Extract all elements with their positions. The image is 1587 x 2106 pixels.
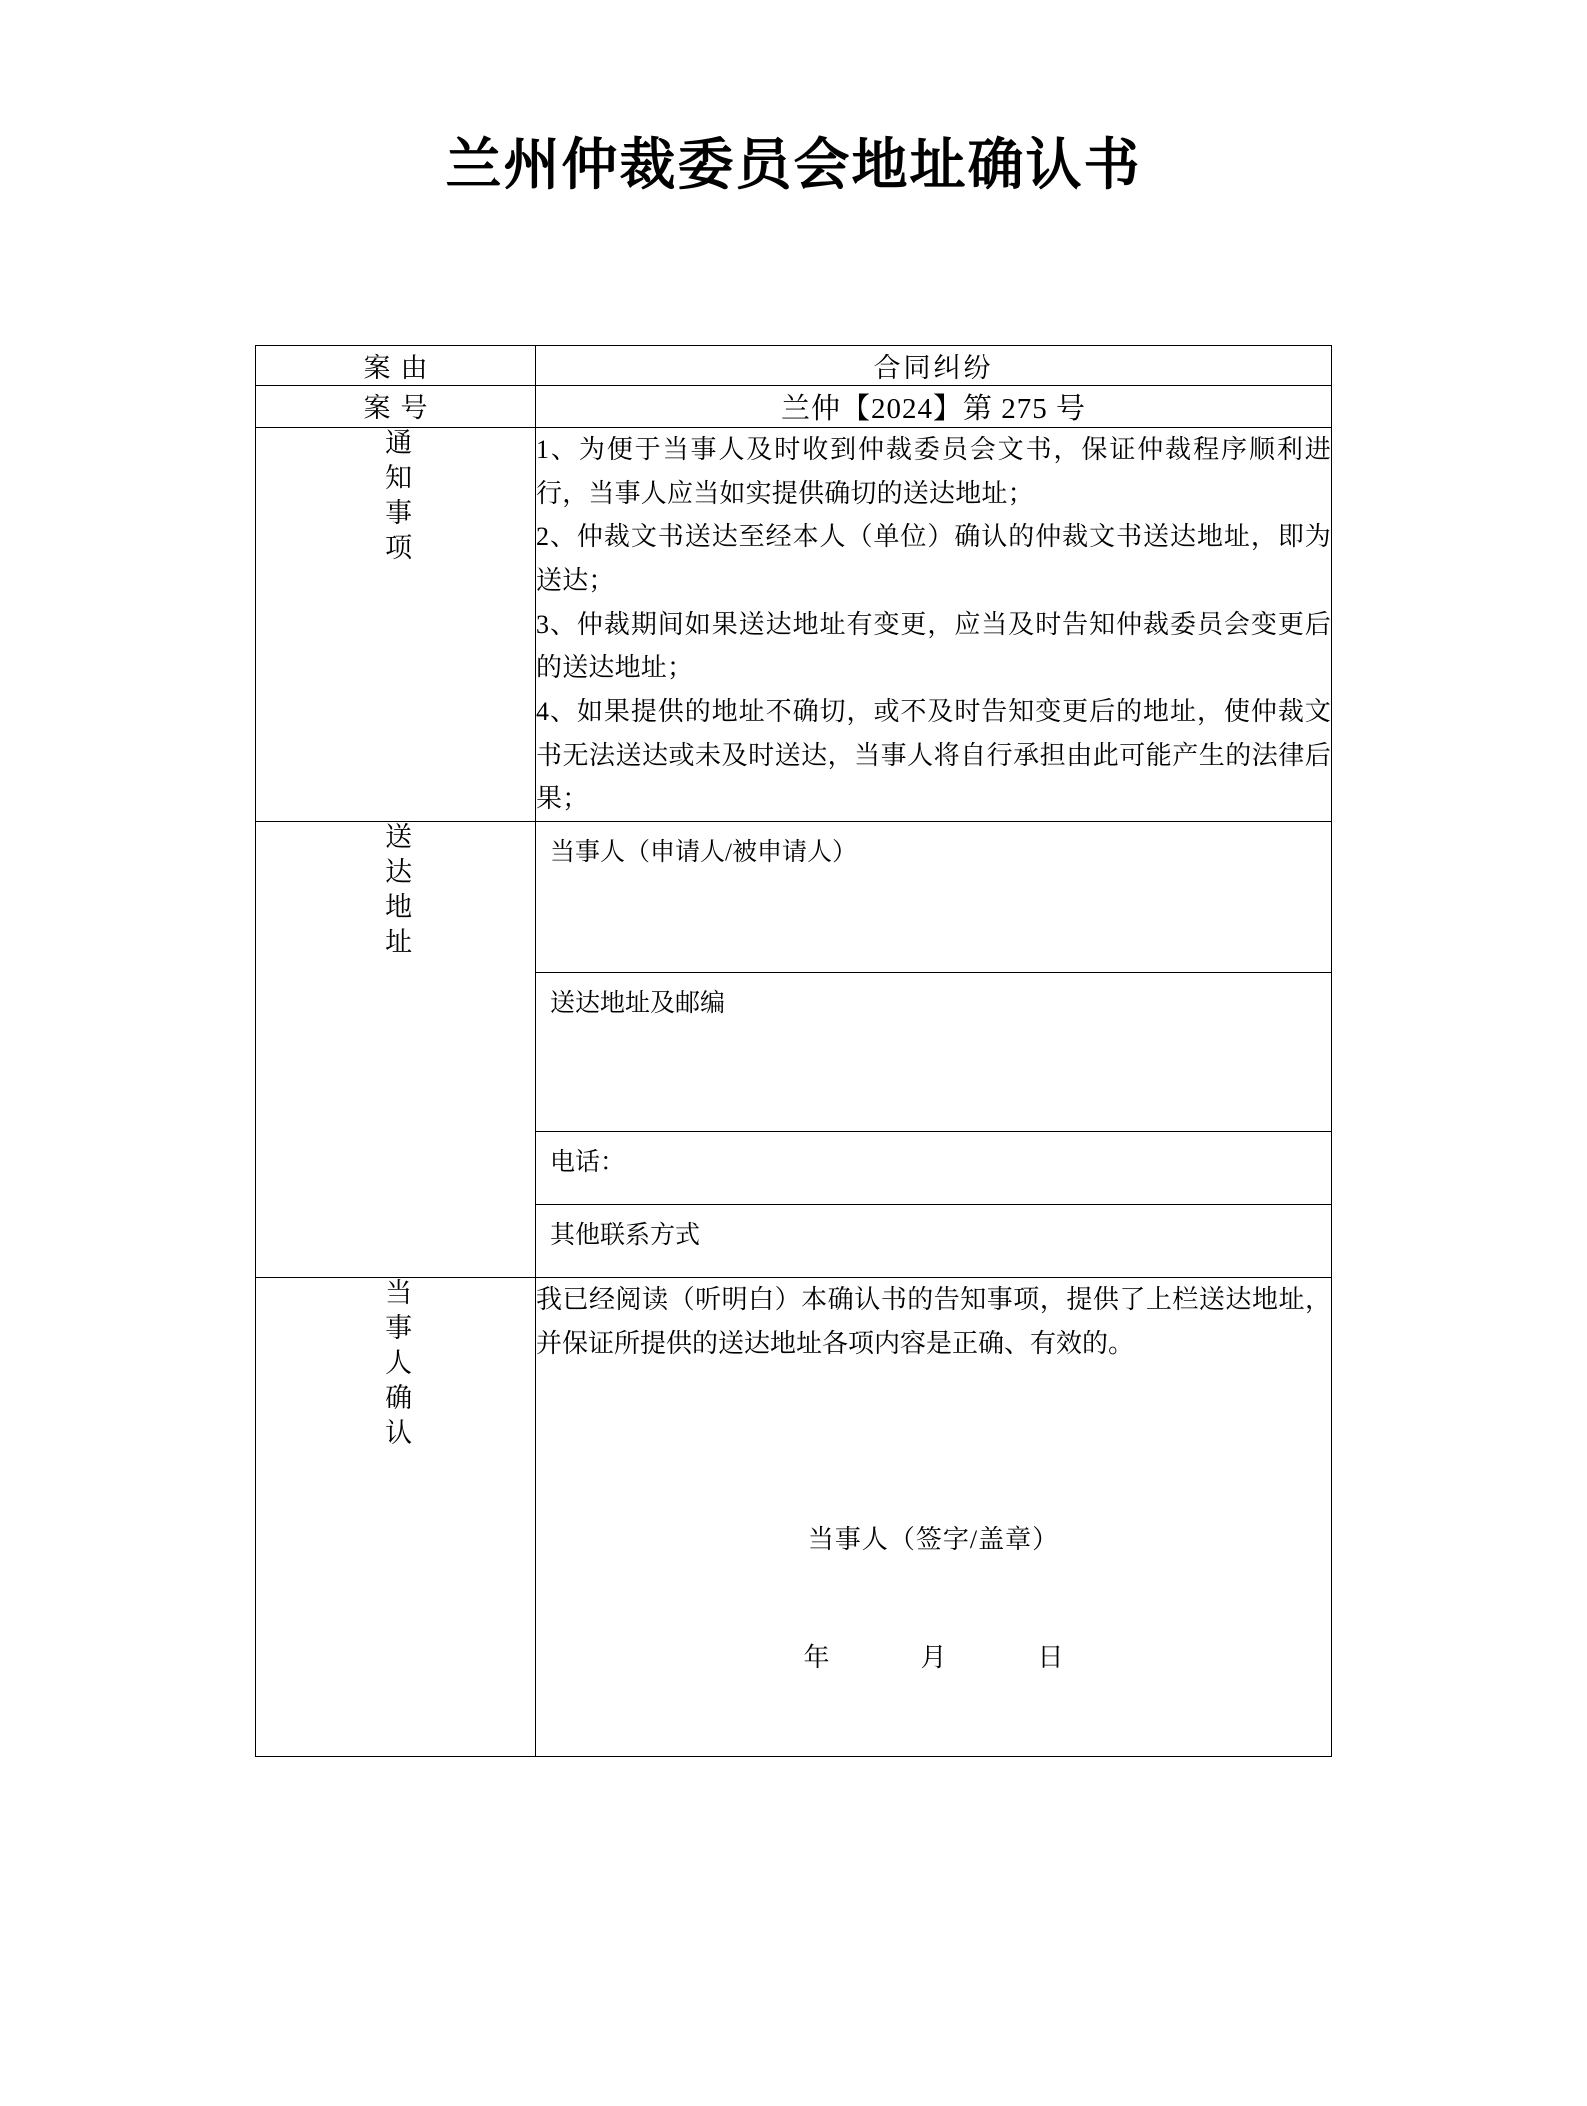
date-line[interactable] bbox=[536, 1636, 1331, 1680]
notice-label-cell bbox=[256, 428, 536, 822]
notice-item-4: 4、如果提供的地址不确切，或不及时告知变更后的地址，使仲裁文书无法送达或未及时送达，当事人将自行承担由此可能产生的法律后果； bbox=[536, 697, 1331, 814]
delivery-address-label-cell bbox=[256, 822, 536, 1278]
notice-item-2: 2、仲裁文书送达至经本人（单位）确认的仲裁文书送达地址，即为送达； bbox=[536, 522, 1331, 596]
date-month: 月 bbox=[920, 1643, 947, 1673]
notice-item-1: 1、为便于当事人及时收到仲裁委员会文书，保证仲裁程序顺利进行，当事人应当如实提供确切的送达地址； bbox=[536, 435, 1331, 508]
case-number-value: 兰仲【2024】第 275 号 bbox=[536, 386, 1332, 428]
party-field[interactable]: 当事人（申请人/被申请人） bbox=[536, 822, 1331, 973]
table-row-party-confirmation bbox=[256, 1278, 1332, 1757]
address-postcode-field[interactable]: 送达地址及邮编 bbox=[536, 973, 1331, 1132]
table-row-notice bbox=[256, 428, 1332, 822]
delivery-address-fields-cell bbox=[536, 822, 1332, 1278]
field-row-phone bbox=[536, 1132, 1331, 1205]
address-confirmation-table bbox=[255, 345, 1332, 1757]
table-row-cause bbox=[256, 346, 1332, 386]
field-row-address bbox=[536, 973, 1331, 1132]
party-confirmation-label: 当事人确认 bbox=[381, 1278, 412, 1454]
party-confirmation-label-cell bbox=[256, 1278, 536, 1757]
field-row-party bbox=[536, 822, 1331, 973]
notice-item-3: 3、仲裁期间如果送达地址有变更，应当及时告知仲裁委员会变更后的送达地址； bbox=[536, 609, 1331, 683]
field-row-other-contact bbox=[536, 1205, 1331, 1278]
table-row-delivery-address bbox=[256, 822, 1332, 1278]
other-contact-field[interactable]: 其他联系方式 bbox=[550, 1222, 701, 1250]
cause-value: 合同纠纷 bbox=[536, 346, 1332, 386]
delivery-address-subtable bbox=[536, 822, 1331, 1277]
cause-label: 案由 bbox=[256, 346, 536, 386]
page-title: 兰州仲裁委员会地址确认书 bbox=[445, 135, 1142, 197]
phone-field[interactable]: 电话： bbox=[536, 1132, 1331, 1205]
date-day: 日 bbox=[1037, 1643, 1064, 1673]
confirmation-statement: 我已经阅读（听明白）本确认书的告知事项，提供了上栏送达地址，并保证所提供的送达地址各项内容是正确、有效的。 bbox=[536, 1285, 1331, 1358]
table-row-case-number bbox=[256, 386, 1332, 428]
signature-label[interactable]: 当事人（签字/盖章） bbox=[807, 1525, 1060, 1555]
party-confirmation-content-cell bbox=[536, 1278, 1332, 1757]
notice-label: 通知事项 bbox=[381, 428, 412, 568]
date-year: 年 bbox=[803, 1643, 830, 1673]
notice-items-cell bbox=[536, 428, 1332, 822]
delivery-address-label: 送达地址 bbox=[381, 822, 412, 963]
case-number-label: 案号 bbox=[256, 386, 536, 428]
